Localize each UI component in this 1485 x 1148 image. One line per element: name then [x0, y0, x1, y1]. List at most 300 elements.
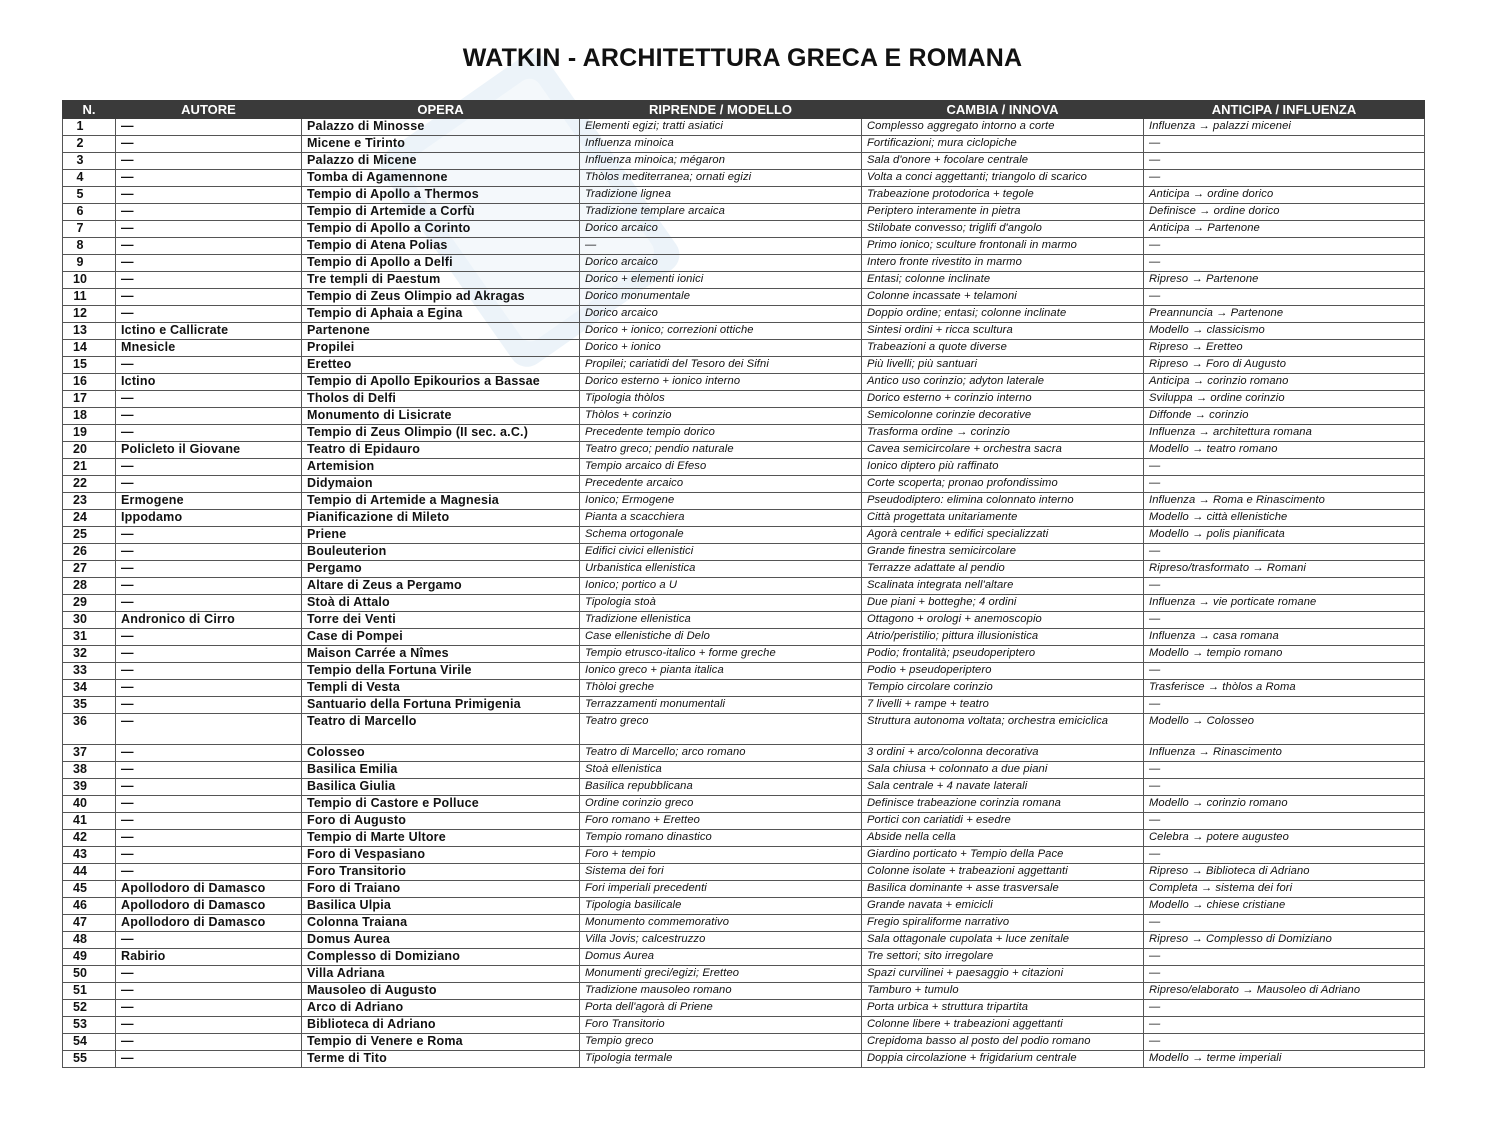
cell-model: Tipologia thòlos — [580, 391, 862, 408]
cell-influence: — — [1144, 578, 1425, 595]
cell-number: 18 — [63, 408, 116, 425]
cell-author: — — [116, 459, 302, 476]
cell-number: 55 — [63, 1051, 116, 1068]
cell-innovation: Primo ionico; sculture frontonali in marmo — [862, 238, 1144, 255]
cell-author: Ermogene — [116, 493, 302, 510]
cell-influence: Anticipa → Partenone — [1144, 221, 1425, 238]
cell-model: Teatro di Marcello; arco romano — [580, 745, 862, 762]
table-row — [63, 442, 1425, 459]
cell-author: — — [116, 153, 302, 170]
cell-influence: Modello → corinzio romano — [1144, 796, 1425, 813]
cell-influence: Anticipa → corinzio romano — [1144, 374, 1425, 391]
cell-work: Tempio di Marte Ultore — [302, 830, 580, 847]
cell-work: Foro Transitorio — [302, 864, 580, 881]
cell-author: — — [116, 796, 302, 813]
cell-influence: Trasferisce → thòlos a Roma — [1144, 680, 1425, 697]
cell-influence: Modello → terme imperiali — [1144, 1051, 1425, 1068]
cell-influence: Ripreso/elaborato → Mausoleo di Adriano — [1144, 983, 1425, 1000]
cell-influence: — — [1144, 136, 1425, 153]
cell-number: 42 — [63, 830, 116, 847]
cell-author: — — [116, 119, 302, 136]
cell-author: — — [116, 476, 302, 493]
cell-model: Thòlos + corinzio — [580, 408, 862, 425]
cell-author: — — [116, 745, 302, 762]
cell-innovation: Crepidoma basso al posto del podio romano — [862, 1034, 1144, 1051]
cell-number: 2 — [63, 136, 116, 153]
cell-innovation: Più livelli; più santuari — [862, 357, 1144, 374]
cell-work: Tempio di Apollo a Corinto — [302, 221, 580, 238]
cell-number: 8 — [63, 238, 116, 255]
cell-author: — — [116, 1000, 302, 1017]
cell-model: Porta dell'agorà di Priene — [580, 1000, 862, 1017]
cell-number: 49 — [63, 949, 116, 966]
cell-author: — — [116, 221, 302, 238]
cell-work: Basilica Ulpia — [302, 898, 580, 915]
cell-model: Dorico arcaico — [580, 255, 862, 272]
cell-model: Dorico + ionico — [580, 340, 862, 357]
table-row — [63, 408, 1425, 425]
cell-model: Elementi egizi; tratti asiatici — [580, 119, 862, 136]
cell-work: Tempio di Zeus Olimpio (II sec. a.C.) — [302, 425, 580, 442]
cell-work: Complesso di Domiziano — [302, 949, 580, 966]
cell-influence: Influenza → architettura romana — [1144, 425, 1425, 442]
cell-model: Teatro greco; pendio naturale — [580, 442, 862, 459]
cell-innovation: Fregio spiraliforme narrativo — [862, 915, 1144, 932]
cell-author: Ictino — [116, 374, 302, 391]
table-row — [63, 306, 1425, 323]
cell-work: Mausoleo di Augusto — [302, 983, 580, 1000]
cell-number: 11 — [63, 289, 116, 306]
cell-work: Palazzo di Micene — [302, 153, 580, 170]
table-row — [63, 898, 1425, 915]
cell-work: Palazzo di Minosse — [302, 119, 580, 136]
cell-author: — — [116, 864, 302, 881]
cell-number: 53 — [63, 1017, 116, 1034]
cell-innovation: Trabeazioni a quote diverse — [862, 340, 1144, 357]
table-row — [63, 153, 1425, 170]
cell-innovation: Città progettata unitariamente — [862, 510, 1144, 527]
cell-innovation: Doppia circolazione + frigidarium centrale — [862, 1051, 1144, 1068]
cell-number: 47 — [63, 915, 116, 932]
cell-work: Tempio della Fortuna Virile — [302, 663, 580, 680]
cell-number: 6 — [63, 204, 116, 221]
cell-author: — — [116, 255, 302, 272]
cell-model: Teatro greco — [580, 714, 862, 745]
cell-author: — — [116, 306, 302, 323]
cell-model: Monumento commemorativo — [580, 915, 862, 932]
table-row — [63, 357, 1425, 374]
table-row — [63, 1051, 1425, 1068]
table-row — [63, 1000, 1425, 1017]
cell-innovation: Antico uso corinzio; adyton laterale — [862, 374, 1144, 391]
cell-author: — — [116, 595, 302, 612]
cell-innovation: Terrazze adattate al pendio — [862, 561, 1144, 578]
table-row — [63, 459, 1425, 476]
cell-work: Maison Carrée a Nîmes — [302, 646, 580, 663]
table-row — [63, 391, 1425, 408]
cell-number: 15 — [63, 357, 116, 374]
cell-innovation: Intero fronte rivestito in marmo — [862, 255, 1144, 272]
cell-innovation: 7 livelli + rampe + teatro — [862, 697, 1144, 714]
cell-work: Partenone — [302, 323, 580, 340]
cell-number: 19 — [63, 425, 116, 442]
cell-model: Thòloi greche — [580, 680, 862, 697]
cell-number: 27 — [63, 561, 116, 578]
cell-innovation: Tempio circolare corinzio — [862, 680, 1144, 697]
cell-work: Didymaion — [302, 476, 580, 493]
cell-number: 45 — [63, 881, 116, 898]
cell-number: 35 — [63, 697, 116, 714]
cell-author: — — [116, 966, 302, 983]
cell-model: Tempio arcaico di Efeso — [580, 459, 862, 476]
cell-model: Case ellenistiche di Delo — [580, 629, 862, 646]
cell-number: 39 — [63, 779, 116, 796]
cell-influence: — — [1144, 289, 1425, 306]
cell-number: 12 — [63, 306, 116, 323]
cell-model: Tipologia stoà — [580, 595, 862, 612]
table-row — [63, 187, 1425, 204]
cell-innovation: Sintesi ordini + ricca scultura — [862, 323, 1144, 340]
cell-influence: — — [1144, 476, 1425, 493]
cell-influence: — — [1144, 813, 1425, 830]
cell-influence: — — [1144, 697, 1425, 714]
cell-work: Artemision — [302, 459, 580, 476]
cell-innovation: Sala ottagonale cupolata + luce zenitale — [862, 932, 1144, 949]
cell-innovation: Colonne libere + trabeazioni aggettanti — [862, 1017, 1144, 1034]
cell-influence: — — [1144, 170, 1425, 187]
cell-number: 9 — [63, 255, 116, 272]
cell-work: Priene — [302, 527, 580, 544]
table-row — [63, 762, 1425, 779]
cell-number: 22 — [63, 476, 116, 493]
cell-number: 48 — [63, 932, 116, 949]
cell-work: Tempio di Atena Polias — [302, 238, 580, 255]
cell-work: Tempio di Apollo a Thermos — [302, 187, 580, 204]
cell-model: Ordine corinzio greco — [580, 796, 862, 813]
cell-author: Apollodoro di Damasco — [116, 915, 302, 932]
cell-model: Fori imperiali precedenti — [580, 881, 862, 898]
cell-number: 41 — [63, 813, 116, 830]
cell-number: 46 — [63, 898, 116, 915]
cell-work: Foro di Augusto — [302, 813, 580, 830]
cell-author: — — [116, 187, 302, 204]
table-row — [63, 561, 1425, 578]
cell-influence: Ripreso/trasformato → Romani — [1144, 561, 1425, 578]
cell-influence: — — [1144, 762, 1425, 779]
cell-author: — — [116, 762, 302, 779]
cell-model: Tipologia termale — [580, 1051, 862, 1068]
cell-author: — — [116, 779, 302, 796]
cell-innovation: Grande navata + emicicli — [862, 898, 1144, 915]
cell-innovation: Doppio ordine; entasi; colonne inclinate — [862, 306, 1144, 323]
cell-number: 28 — [63, 578, 116, 595]
cell-author: — — [116, 408, 302, 425]
cell-author: — — [116, 357, 302, 374]
cell-number: 16 — [63, 374, 116, 391]
cell-innovation: Porta urbica + struttura tripartita — [862, 1000, 1144, 1017]
cell-author: — — [116, 830, 302, 847]
cell-author: — — [116, 646, 302, 663]
cell-innovation: Due piani + botteghe; 4 ordini — [862, 595, 1144, 612]
cell-model: — — [580, 238, 862, 255]
cell-influence: Modello → teatro romano — [1144, 442, 1425, 459]
table-row — [63, 663, 1425, 680]
cell-work: Bouleuterion — [302, 544, 580, 561]
table-row — [63, 697, 1425, 714]
cell-influence: Modello → Colosseo — [1144, 714, 1425, 745]
cell-author: — — [116, 629, 302, 646]
cell-number: 10 — [63, 272, 116, 289]
table-row — [63, 864, 1425, 881]
header-work: OPERA — [302, 101, 580, 119]
header-author: AUTORE — [116, 101, 302, 119]
cell-work: Tomba di Agamennone — [302, 170, 580, 187]
cell-innovation: Giardino porticato + Tempio della Pace — [862, 847, 1144, 864]
cell-model: Tempio romano dinastico — [580, 830, 862, 847]
cell-innovation: Complesso aggregato intorno a corte — [862, 119, 1144, 136]
table-row — [63, 170, 1425, 187]
cell-number: 32 — [63, 646, 116, 663]
cell-model: Ionico; portico a U — [580, 578, 862, 595]
cell-influence: — — [1144, 153, 1425, 170]
table-row — [63, 476, 1425, 493]
cell-influence: Influenza → palazzi micenei — [1144, 119, 1425, 136]
cell-author: Apollodoro di Damasco — [116, 881, 302, 898]
table-row — [63, 847, 1425, 864]
table-row — [63, 612, 1425, 629]
cell-work: Tempio di Apollo Epikourios a Bassae — [302, 374, 580, 391]
cell-model: Basilica repubblicana — [580, 779, 862, 796]
cell-innovation: Struttura autonoma voltata; orchestra emiciclica — [862, 714, 1144, 745]
cell-model: Dorico esterno + ionico interno — [580, 374, 862, 391]
cell-author: Apollodoro di Damasco — [116, 898, 302, 915]
cell-work: Teatro di Marcello — [302, 714, 580, 745]
cell-work: Tempio di Aphaia a Egina — [302, 306, 580, 323]
cell-author: — — [116, 983, 302, 1000]
cell-influence: — — [1144, 847, 1425, 864]
cell-number: 5 — [63, 187, 116, 204]
cell-number: 50 — [63, 966, 116, 983]
cell-number: 25 — [63, 527, 116, 544]
cell-number: 1 — [63, 119, 116, 136]
table-row — [63, 779, 1425, 796]
cell-model: Foro + tempio — [580, 847, 862, 864]
table-row — [63, 119, 1425, 136]
cell-work: Basilica Giulia — [302, 779, 580, 796]
table-row — [63, 1034, 1425, 1051]
cell-number: 34 — [63, 680, 116, 697]
cell-innovation: Colonne incassate + telamoni — [862, 289, 1144, 306]
cell-number: 13 — [63, 323, 116, 340]
cell-influence: Influenza → Roma e Rinascimento — [1144, 493, 1425, 510]
cell-author: — — [116, 527, 302, 544]
cell-model: Propilei; cariatidi del Tesoro dei Sifni — [580, 357, 862, 374]
cell-work: Tre templi di Paestum — [302, 272, 580, 289]
cell-innovation: Ottagono + orologi + anemoscopio — [862, 612, 1144, 629]
cell-model: Tradizione ellenistica — [580, 612, 862, 629]
cell-innovation: Volta a conci aggettanti; triangolo di scarico — [862, 170, 1144, 187]
cell-influence: — — [1144, 612, 1425, 629]
cell-influence: Sviluppa → ordine corinzio — [1144, 391, 1425, 408]
table-row — [63, 595, 1425, 612]
cell-author: — — [116, 204, 302, 221]
cell-innovation: Stilobate convesso; triglifi d'angolo — [862, 221, 1144, 238]
cell-model: Precedente arcaico — [580, 476, 862, 493]
cell-author: — — [116, 289, 302, 306]
table-row — [63, 238, 1425, 255]
cell-model: Terrazzamenti monumentali — [580, 697, 862, 714]
cell-influence: Influenza → Rinascimento — [1144, 745, 1425, 762]
cell-author: — — [116, 697, 302, 714]
cell-work: Terme di Tito — [302, 1051, 580, 1068]
table-row — [63, 204, 1425, 221]
cell-model: Thòlos mediterranea; ornati egizi — [580, 170, 862, 187]
cell-model: Villa Jovis; calcestruzzo — [580, 932, 862, 949]
cell-author: — — [116, 932, 302, 949]
cell-model: Sistema dei fori — [580, 864, 862, 881]
cell-work: Stoà di Attalo — [302, 595, 580, 612]
cell-model: Tempio etrusco-italico + forme greche — [580, 646, 862, 663]
cell-influence: Ripreso → Partenone — [1144, 272, 1425, 289]
cell-work: Monumento di Lisicrate — [302, 408, 580, 425]
cell-work: Case di Pompei — [302, 629, 580, 646]
cell-model: Dorico arcaico — [580, 221, 862, 238]
cell-model: Tradizione mausoleo romano — [580, 983, 862, 1000]
cell-author: — — [116, 425, 302, 442]
cell-influence: — — [1144, 1000, 1425, 1017]
cell-innovation: Portici con cariatidi + esedre — [862, 813, 1144, 830]
cell-author: Mnesicle — [116, 340, 302, 357]
cell-influence: Modello → città ellenistiche — [1144, 510, 1425, 527]
cell-author: — — [116, 714, 302, 745]
table-row — [63, 629, 1425, 646]
cell-number: 20 — [63, 442, 116, 459]
cell-innovation: Semicolonne corinzie decorative — [862, 408, 1144, 425]
cell-number: 14 — [63, 340, 116, 357]
header-innovation: CAMBIA / INNOVA — [862, 101, 1144, 119]
table-row — [63, 949, 1425, 966]
table-row — [63, 813, 1425, 830]
cell-innovation: Fortificazioni; mura ciclopiche — [862, 136, 1144, 153]
cell-innovation: Sala d'onore + focolare centrale — [862, 153, 1144, 170]
table-row — [63, 289, 1425, 306]
cell-model: Influenza minoica; mégaron — [580, 153, 862, 170]
cell-number: 44 — [63, 864, 116, 881]
cell-number: 43 — [63, 847, 116, 864]
cell-innovation: Definisce trabeazione corinzia romana — [862, 796, 1144, 813]
cell-influence: — — [1144, 238, 1425, 255]
cell-author: — — [116, 170, 302, 187]
cell-work: Tholos di Delfi — [302, 391, 580, 408]
cell-work: Tempio di Castore e Polluce — [302, 796, 580, 813]
table-row — [63, 881, 1425, 898]
cell-innovation: Scalinata integrata nell'altare — [862, 578, 1144, 595]
cell-work: Propilei — [302, 340, 580, 357]
table-row — [63, 578, 1425, 595]
cell-innovation: Grande finestra semicircolare — [862, 544, 1144, 561]
cell-number: 21 — [63, 459, 116, 476]
cell-author: Ippodamo — [116, 510, 302, 527]
cell-number: 31 — [63, 629, 116, 646]
cell-work: Tempio di Apollo a Delfi — [302, 255, 580, 272]
cell-influence: — — [1144, 1017, 1425, 1034]
cell-work: Colonna Traiana — [302, 915, 580, 932]
cell-influence: — — [1144, 544, 1425, 561]
cell-model: Tempio greco — [580, 1034, 862, 1051]
cell-innovation: 3 ordini + arco/colonna decorativa — [862, 745, 1144, 762]
cell-author: Policleto il Giovane — [116, 442, 302, 459]
cell-work: Biblioteca di Adriano — [302, 1017, 580, 1034]
cell-work: Altare di Zeus a Pergamo — [302, 578, 580, 595]
cell-work: Tempio di Venere e Roma — [302, 1034, 580, 1051]
cell-innovation: Corte scoperta; pronao profondissimo — [862, 476, 1144, 493]
header-influence: ANTICIPA / INFLUENZA — [1144, 101, 1425, 119]
cell-number: 38 — [63, 762, 116, 779]
cell-number: 4 — [63, 170, 116, 187]
cell-model: Tradizione lignea — [580, 187, 862, 204]
cell-author: — — [116, 272, 302, 289]
cell-model: Ionico; Ermogene — [580, 493, 862, 510]
cell-innovation: Tamburo + tumulo — [862, 983, 1144, 1000]
cell-influence: — — [1144, 779, 1425, 796]
cell-number: 23 — [63, 493, 116, 510]
table-row — [63, 544, 1425, 561]
table-row — [63, 796, 1425, 813]
cell-influence: Influenza → casa romana — [1144, 629, 1425, 646]
cell-influence: Completa → sistema dei fori — [1144, 881, 1425, 898]
cell-number: 26 — [63, 544, 116, 561]
cell-work: Domus Aurea — [302, 932, 580, 949]
table-row — [63, 425, 1425, 442]
cell-innovation: Sala centrale + 4 navate laterali — [862, 779, 1144, 796]
cell-influence: Modello → polis pianificata — [1144, 527, 1425, 544]
table-row — [63, 1017, 1425, 1034]
cell-model: Pianta a scacchiera — [580, 510, 862, 527]
cell-influence: — — [1144, 255, 1425, 272]
cell-model: Dorico + elementi ionici — [580, 272, 862, 289]
table-row — [63, 680, 1425, 697]
cell-innovation: Entasi; colonne inclinate — [862, 272, 1144, 289]
cell-model: Dorico monumentale — [580, 289, 862, 306]
table-row — [63, 340, 1425, 357]
cell-author: — — [116, 561, 302, 578]
table-row — [63, 374, 1425, 391]
table-header-row — [63, 101, 1425, 119]
cell-author: — — [116, 238, 302, 255]
table-row — [63, 714, 1425, 745]
cell-author: Ictino e Callicrate — [116, 323, 302, 340]
table-row — [63, 527, 1425, 544]
cell-model: Influenza minoica — [580, 136, 862, 153]
cell-innovation: Podio + pseudoperiptero — [862, 663, 1144, 680]
table-row — [63, 510, 1425, 527]
cell-author: — — [116, 663, 302, 680]
cell-author: Rabirio — [116, 949, 302, 966]
cell-influence: — — [1144, 459, 1425, 476]
cell-innovation: Basilica dominante + asse trasversale — [862, 881, 1144, 898]
cell-author: — — [116, 136, 302, 153]
cell-work: Tempio di Artemide a Magnesia — [302, 493, 580, 510]
cell-influence: Anticipa → ordine dorico — [1144, 187, 1425, 204]
cell-influence: — — [1144, 1034, 1425, 1051]
cell-influence: Ripreso → Biblioteca di Adriano — [1144, 864, 1425, 881]
cell-work: Pianificazione di Mileto — [302, 510, 580, 527]
cell-model: Dorico arcaico — [580, 306, 862, 323]
cell-influence: — — [1144, 915, 1425, 932]
cell-model: Foro Transitorio — [580, 1017, 862, 1034]
table-row — [63, 915, 1425, 932]
table-row — [63, 136, 1425, 153]
